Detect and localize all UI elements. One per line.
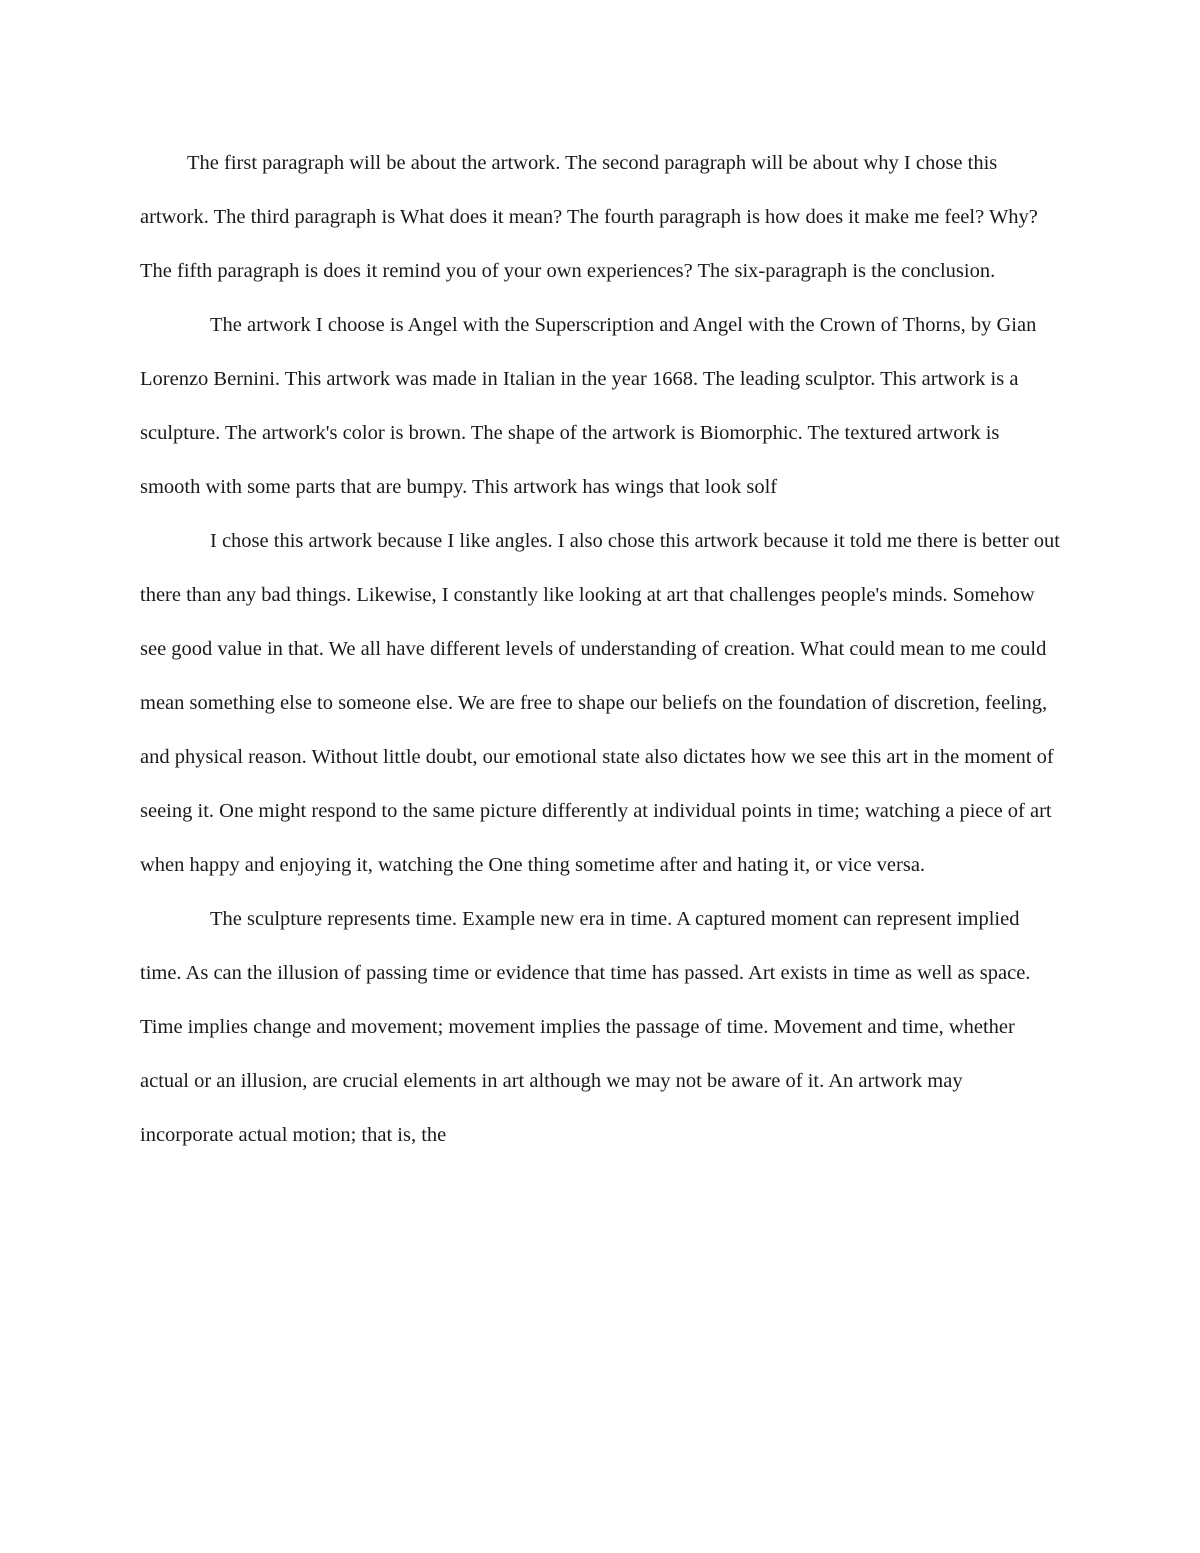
- paragraph-why-chosen: I chose this artwork because I like angles. I also chose this artwork because it told me there is better out there than any bad things. Likewise, I constantly like looking at art that challenges people's minds. Somehow see good value in that. We all have different levels of understanding of creation. What could mean to me could mean something else to someone else. We are free to shape our beliefs on the foundation of discretion, feeling, and physical reason. Without little doubt, our emotional state also dictates how we see this art in the moment of seeing it. One might respond to the same picture differently at individual points in time; watching a piece of art when happy and enjoying it, watching the One thing sometime after and hating it, or vice versa.: [140, 530, 1060, 876]
- paragraph-artwork-description: The artwork I choose is Angel with the Superscription and Angel with the Crown of Thorns, by Gian Lorenzo Bernini. This artwork was made in Italian in the year 1668. The leading sculptor. This artwork is a sculpture. The artwork's color is brown. The shape of the artwork is Biomorphic. The textured artwork is smooth with some parts that are bumpy. This artwork has wings that look solf: [140, 314, 1037, 498]
- document-body: [140, 136, 1060, 1162]
- paragraph-meaning: The sculpture represents time. Example new era in time. A captured moment can represent implied time. As can the illusion of passing time or evidence that time has passed. Art exists in time as well as space. Time implies change and movement; movement implies the passage of time. Movement and time, whether actual or an illusion, are crucial elements in art although we may not be aware of it. An artwork may incorporate actual motion; that is, the: [140, 908, 1031, 1146]
- paragraph-intro: The first paragraph will be about the artwork. The second paragraph will be about why I chose this artwork. The third paragraph is What does it mean? The fourth paragraph is how does it make me feel? Why? The fifth paragraph is does it remind you of your own experiences? The six-paragraph is the conclusion.: [140, 152, 1038, 282]
